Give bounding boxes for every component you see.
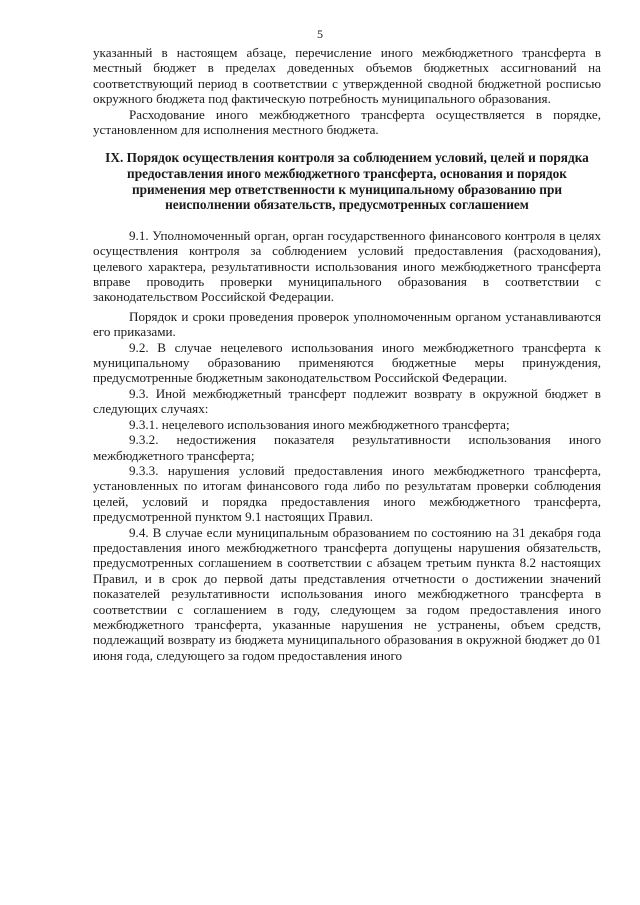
clause-9-3-1: 9.3.1. нецелевого использования иного межбюджетного трансферта; [129, 416, 510, 432]
page-number: 5 [317, 27, 323, 41]
clause-9-1-procedure: Порядок и сроки проведения проверок уполномоченным органом устанавливаются его приказами. [93, 308, 601, 340]
clause-9-1: 9.1. Уполномоченный орган, орган государственного финансового контроля в целях осуществления контроля за соблюдением условий предоставления (расходования), целевого характера, результативности использования иного межбюджетного трансферта вправе проводить проверки муниципального образования в соответствии с законодательством Российской Федерации. [93, 227, 601, 305]
clause-9-3-3: 9.3.3. нарушения условий предоставления иного межбюджетного трансферта, установленных по итогам финансового года либо по результатам проверки соблюдения целей, условий и порядка предоставления иного межбюджетного трансферта, предусмотренной пунктом 9.1 настоящих Правил. [93, 462, 601, 525]
document-body [93, 45, 601, 663]
intro-paragraph: указанный в настоящем абзаце, перечисление иного межбюджетного трансферта в местный бюджет в пределах доведенных объемов бюджетных ассигнований на соответствующий период в соответствии с утвержденной сводной бюджетной росписью окружного бюджета под фактическую потребность муниципального образования. [93, 45, 601, 107]
intro-paragraph: Расходование иного межбюджетного трансферта осуществляется в порядке, установленном для исполнения местного бюджета. [93, 106, 601, 138]
clause-9-2: 9.2. В случае нецелевого использования иного межбюджетного трансферта к муниципальному образованию применяются бюджетные меры принуждения, предусмотренные бюджетным законодательством Российской Федерации. [93, 339, 601, 386]
clause-9-4: 9.4. В случае если муниципальным образованием по состоянию на 31 декабря года предоставления иного межбюджетного трансферта допущены нарушения обязательств, предусмотренных соглашением в соответствии с абзацем третьим пункта 8.2 настоящих Правил, и в срок до первой даты представления отчетности о достижении значений показателей результативности использования иного межбюджетного трансферта в соответствии с соглашением в году, следующем за годом предоставления иного межбюджетного трансферта, указанные нарушения не устранены, объем средств, подлежащий возврату из бюджета муниципального образования в окружной бюджет до 01 июня года, следующего за годом предоставления иного [93, 524, 601, 663]
clause-9-3-2: 9.3.2. недостижения показателя результативности использования иного межбюджетного трансферта; [93, 432, 601, 463]
section-title: IX. Порядок осуществления контроля за соблюдением условий, целей и порядка предоставления иного межбюджетного трансферта, основания и порядок применения мер ответственности к муниципальному образованию при неисполнении обязательств, предусмотренных соглашением [105, 150, 589, 213]
clause-9-3: 9.3. Иной межбюджетный трансферт подлежит возврату в окружной бюджет в следующих случаях: [93, 385, 601, 417]
